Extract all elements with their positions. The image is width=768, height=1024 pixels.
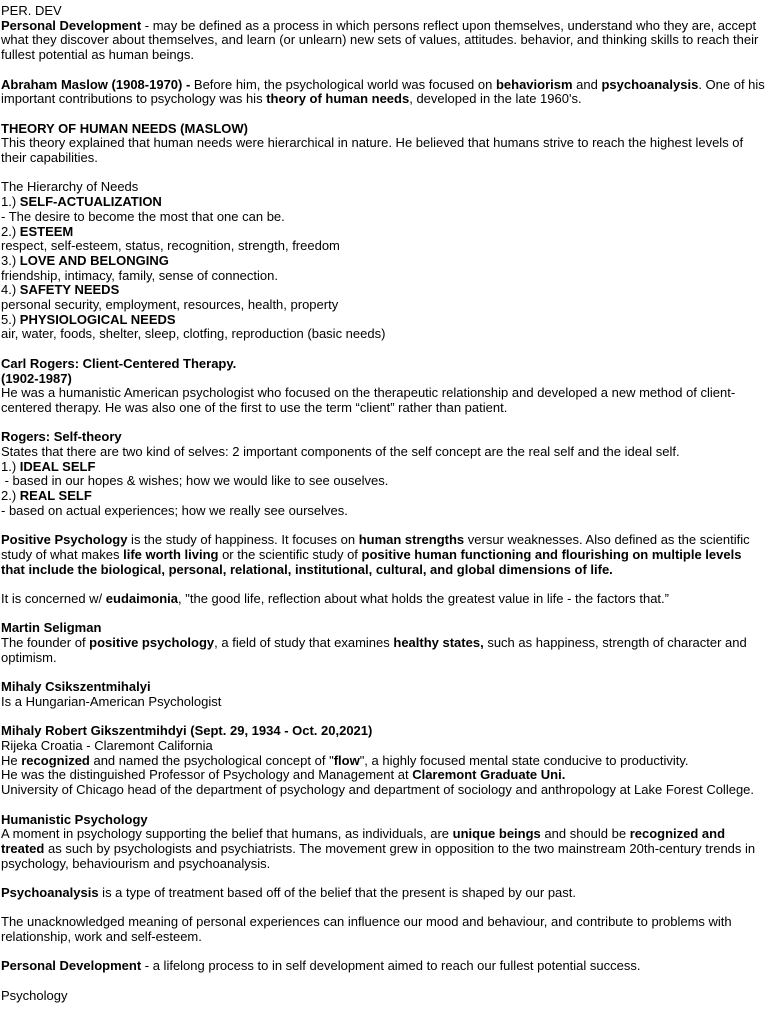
doc-title: PER. DEV: [1, 3, 62, 18]
theory-body: This theory explained that human needs were hierarchical in nature. He believed that humans strive to reach the highest levels of their capabilities.: [1, 135, 744, 165]
list-item-desc: - based in our hopes & wishes; how we would like to see ouselves.: [1, 473, 389, 489]
csikszentmihalyi-heading: Mihaly Csikszentmihalyi: [1, 679, 151, 695]
list-item-desc: - based on actual experiences; how we really see ourselves.: [1, 502, 348, 518]
rogers-body: He was a humanistic American psychologist who focused on the therapeutic relationship and developed a new method of client-centered therapy. He was also one of the first to use the term “client” rather than patient.: [1, 385, 736, 415]
psychoanalysis-paragraph: Psychoanalysis is a type of treatment based off of the belief that the present is shaped by our past.: [1, 885, 577, 900]
self-theory-heading: Rogers: Self-theory: [1, 429, 122, 445]
humanistic-heading: Humanistic Psychology: [1, 811, 148, 827]
list-item-desc: personal security, employment, resources, health, property: [1, 297, 339, 313]
list-item-desc: air, water, foods, shelter, sleep, clotfing, reproduction (basic needs): [1, 326, 386, 342]
list-item: 3.) LOVE AND BELONGING: [1, 252, 169, 268]
hierarchy-title: The Hierarchy of Needs: [1, 179, 139, 195]
rogers-heading: Carl Rogers: Client-Centered Therapy.: [1, 355, 237, 371]
eudaimonia-paragraph: It is concerned w/ eudaimonia, "the good life, reflection about what holds the greatest value in life - the factors that.”: [1, 591, 669, 607]
unacknowledged-paragraph: The unacknowledged meaning of personal experiences can influence our mood and behaviour, and contribute to problems with relationship, work and self-esteem.: [1, 914, 732, 945]
hierarchy-list: [1, 195, 768, 342]
gikszentmihdyi-chicago: University of Chicago head of the department of psychology and department of sociology and anthropology at Lake Forest College.: [1, 782, 755, 798]
footer-text: Psychology: [1, 987, 68, 1003]
humanistic-body: A moment in psychology supporting the belief that humans, as individuals, are unique beings and should be recognized and treated as such by psychologists and psychiatrists. The movement grew in opposition to the two mainstream 20th-century trends in psychology, behaviourism and psychoanalysis.: [1, 826, 756, 871]
list-item-desc: friendship, intimacy, family, sense of connection.: [1, 267, 278, 283]
gikszentmihdyi-heading: Mihaly Robert Gikszentmihdyi (Sept. 29, 1934 - Oct. 20,2021): [1, 723, 373, 739]
list-item-desc: - The desire to become the most that one can be.: [1, 208, 285, 224]
list-item: 5.) PHYSIOLOGICAL NEEDS: [1, 311, 176, 327]
self-theory-body: States that there are two kind of selves: 2 important components of the self concept are the real self and the ideal self.: [1, 444, 680, 460]
gikszentmihdyi-flow: He recognized and named the psychological concept of "flow", a highly focused mental state conducive to productivity.: [1, 752, 689, 768]
personal-development-lifelong: Personal Development - a lifelong process to in self development aimed to reach our fullest potential success.: [1, 958, 641, 974]
csikszentmihalyi-body: Is a Hungarian-American Psychologist: [1, 693, 222, 709]
seligman-heading: Martin Seligman: [1, 620, 102, 636]
gikszentmihdyi-place: Rijeka Croatia - Claremont California: [1, 738, 213, 753]
term-bold: Personal Development: [1, 17, 142, 33]
list-item: 1.) IDEAL SELF: [1, 458, 96, 474]
personal-development-definition: Personal Development - may be defined as a process in which persons reflect upon themselves, understand who they are, accept what they discover about themselves, and learn (or unlearn) new sets of values, attitudes. behavior, and thinking skills to reach their fullest potential as human beings.: [1, 17, 759, 63]
gikszentmihdyi-professor: He was the distinguished Professor of Psychology and Management at Claremont Graduate Uni.: [1, 767, 566, 783]
seligman-body: The founder of positive psychology, a field of study that examines healthy states, such as happiness, strength of character and optimism.: [1, 635, 747, 665]
rogers-years: (1902-1987): [1, 370, 72, 386]
list-item-desc: respect, self-esteem, status, recognition, strength, freedom: [1, 238, 340, 254]
list-item: 1.) SELF-ACTUALIZATION: [1, 194, 162, 210]
list-item: 2.) ESTEEM: [1, 223, 74, 239]
positive-psychology-paragraph: Positive Psychology is the study of happiness. It focuses on human strengths versur weaknesses. Also defined as the scientific study of what makes life worth living or the scientific study of positive human functioning and flourishing on multiple levels that include the biological, personal, relational, institutional, cultural, and global dimensions of life.: [1, 532, 750, 577]
list-item: 2.) REAL SELF: [1, 488, 92, 504]
theory-heading: THEORY OF HUMAN NEEDS (MASLOW): [1, 120, 248, 136]
list-item: 4.) SAFETY NEEDS: [1, 282, 120, 298]
maslow-paragraph: Abraham Maslow (1908-1970) - Before him, the psychological world was focused on behaviorism and psychoanalysis. One of his important contributions to psychology was his theory of human needs, developed in the late 1960's.: [1, 76, 765, 107]
